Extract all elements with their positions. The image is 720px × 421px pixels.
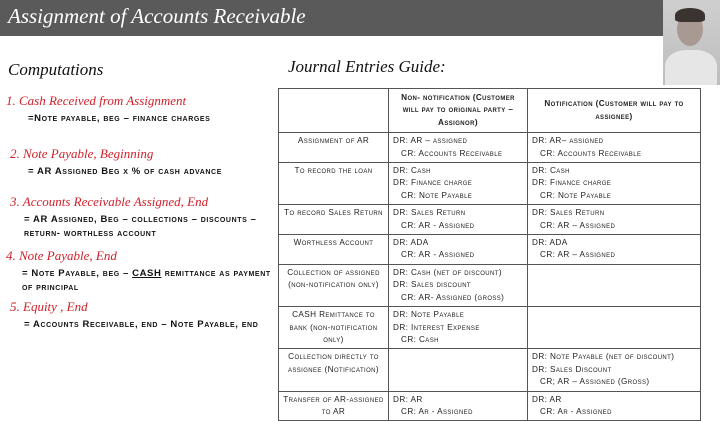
notification-entry <box>528 205 701 235</box>
entry-line: DR: ADA <box>532 238 568 248</box>
table-row <box>279 205 701 235</box>
formula-text: remittance as payment of principal <box>22 268 271 293</box>
entry-line: DR: Sales Return <box>393 208 466 218</box>
table-header-row <box>279 89 701 133</box>
non-notification-entry <box>389 163 528 205</box>
entry-line: CR: Note Payable <box>401 190 473 200</box>
non-notification-entry <box>389 349 528 391</box>
row-label: Collection directly to assignee (Notification) <box>279 349 389 391</box>
entry-line: DR: AR <box>532 394 562 404</box>
non-notification-entry <box>389 235 528 265</box>
entry-line: CR; AR – Assigned (Gross) <box>540 377 650 387</box>
table-row <box>279 264 701 306</box>
computation-title: 5. Equity , End <box>10 299 88 314</box>
entry-line: DR: Interest Expense <box>393 322 480 332</box>
notification-entry <box>528 235 701 265</box>
webcam-video <box>663 0 720 85</box>
computation-item <box>10 299 270 332</box>
entry-line: DR: Finance charge <box>393 178 473 188</box>
entry-line: DR: Cash <box>532 166 570 176</box>
entry-line: CR: AR - Assigned <box>401 250 475 260</box>
notification-entry <box>528 307 701 349</box>
computations-heading: Computations <box>8 60 104 79</box>
entry-line: DR: Cash (net of discount) <box>393 267 502 277</box>
non-notification-entry <box>389 391 528 421</box>
header-cell <box>279 89 389 133</box>
non-notification-entry <box>389 205 528 235</box>
entry-line: DR: Sales Return <box>532 208 605 218</box>
entry-line: CR: AR- Assigned (gross) <box>401 292 505 302</box>
row-label: To record the loan <box>279 163 389 205</box>
row-label: Transfer of AR-assigned to AR <box>279 391 389 421</box>
computation-formula: = AR Assigned Beg x % of cash advance <box>28 166 222 177</box>
computation-formula <box>22 267 271 295</box>
non-notification-entry <box>389 133 528 163</box>
formula-underlined: CASH <box>132 268 162 279</box>
table-row <box>279 391 701 421</box>
entry-line: DR: Sales discount <box>393 280 471 290</box>
table-row <box>279 307 701 349</box>
computation-item <box>6 248 271 295</box>
slide-title: Assignment of Accounts Receivable <box>8 4 306 28</box>
computation-item <box>10 146 222 179</box>
computation-title: 3. Accounts Receivable Assigned, End <box>10 194 209 209</box>
non-notification-entry <box>389 307 528 349</box>
row-label: Collection of assigned (non-notification only) <box>279 264 389 306</box>
computation-item <box>10 194 275 241</box>
entry-line: DR: Note Payable (net of discount) <box>532 352 675 362</box>
entry-line: DR: ADA <box>393 238 429 248</box>
presenter-hair <box>675 8 705 22</box>
notification-entry <box>528 349 701 391</box>
formula-text: = Note Payable, beg – <box>22 268 133 279</box>
computation-item <box>6 93 210 126</box>
title-bar <box>0 0 720 36</box>
entry-line: DR: Sales Discount <box>532 364 612 374</box>
row-label: Assignment of AR <box>279 133 389 163</box>
row-label: To record Sales Return <box>279 205 389 235</box>
presenter-body <box>665 50 717 85</box>
entry-line: CR: AR – Assigned <box>540 220 616 230</box>
entry-line: CR: Accounts Receivable <box>540 148 642 158</box>
entry-line: CR: Ar - Assigned <box>540 406 612 416</box>
entry-line: DR: AR <box>393 394 423 404</box>
computation-formula: = Accounts Receivable, end – Note Payable, end <box>24 319 259 330</box>
entry-line: DR: Cash <box>393 166 431 176</box>
table-row <box>279 163 701 205</box>
journal-heading: Journal Entries Guide: <box>288 57 446 76</box>
header-cell: Non- notification (Customer will pay to original party – Assignor) <box>389 89 528 133</box>
entry-line: DR: Finance charge <box>532 178 612 188</box>
entry-line: CR: Accounts Receivable <box>401 148 503 158</box>
entry-line: CR: AR – Assigned <box>540 250 616 260</box>
notification-entry <box>528 163 701 205</box>
notification-entry <box>528 391 701 421</box>
entry-line: CR: Ar - Assigned <box>401 406 473 416</box>
table-row <box>279 349 701 391</box>
entry-line: DR: Note Payable <box>393 310 465 320</box>
journal-entries-table <box>278 88 701 421</box>
computation-title: 2. Note Payable, Beginning <box>10 146 154 161</box>
computation-formula: = AR Assigned, Beg – collections – discounts – return- worthless account <box>24 214 257 239</box>
notification-entry <box>528 133 701 163</box>
entry-line: CR: AR - Assigned <box>401 220 475 230</box>
computation-title: 1. Cash Received from Assignment <box>6 93 187 108</box>
table-row <box>279 133 701 163</box>
table-row <box>279 235 701 265</box>
row-label: CASH Remittance to bank (non-notification only) <box>279 307 389 349</box>
notification-entry <box>528 264 701 306</box>
entry-line: DR: AR – assigned <box>393 136 468 146</box>
entry-line: CR: Note Payable <box>540 190 612 200</box>
entry-line: CR: Cash <box>401 334 439 344</box>
computation-title: 4. Note Payable, End <box>6 248 117 263</box>
computation-formula: =Note payable, beg – finance charges <box>28 113 211 124</box>
non-notification-entry <box>389 264 528 306</box>
entry-line: DR: AR– assigned <box>532 136 604 146</box>
header-cell: Notification (Customer will pay to assignee) <box>528 89 701 133</box>
row-label: Worthless Account <box>279 235 389 265</box>
